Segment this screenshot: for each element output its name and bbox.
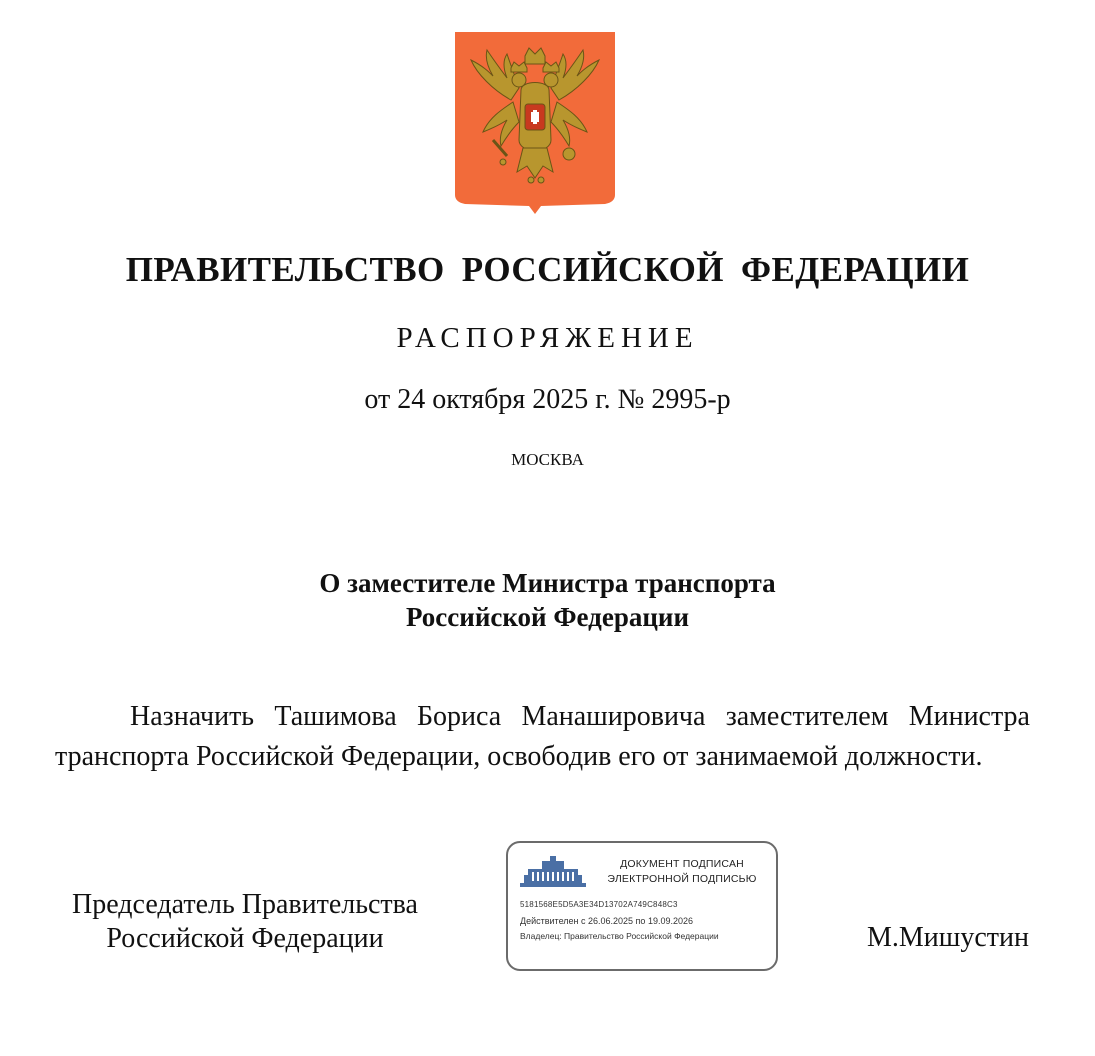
- government-building-icon: [520, 855, 586, 889]
- government-title: ПРАВИТЕЛЬСТВО РОССИЙСКОЙ ФЕДЕРАЦИИ: [125, 250, 970, 289]
- certificate-owner: Владелец: Правительство Российской Федерации: [520, 931, 719, 941]
- certificate-serial: 5181568E5D5A3E34D13702A749C848C3: [520, 900, 678, 909]
- certificate-validity: Действителен с 26.06.2025 по 19.09.2026: [520, 916, 693, 926]
- signer-title: [40, 888, 450, 956]
- document-subject: [0, 566, 1095, 634]
- city-name: МОСКВА: [511, 450, 584, 469]
- order-paragraph: Назначить Ташимова Бориса Манашировича заместителем Министра транспорта Российской Федерации, освободив его от занимаемой должности.: [55, 701, 1030, 772]
- signer-title-line-2: Российской Федерации: [106, 923, 384, 954]
- signer-title-line-1: Председатель Правительства: [72, 889, 418, 920]
- subject-line-1: О заместителе Министра транспорта: [319, 568, 776, 598]
- electronic-signature-stamp: [506, 841, 778, 971]
- document-date-number: от 24 октября 2025 г. № 2995-р: [364, 384, 731, 415]
- stamp-heading-line-2: ЭЛЕКТРОННОЙ ПОДПИСЬЮ: [607, 873, 757, 885]
- stamp-heading: [592, 857, 772, 887]
- russian-coat-of-arms-icon: [453, 30, 617, 214]
- signer-name: М.Мишустин: [867, 922, 1029, 953]
- stamp-heading-line-1: ДОКУМЕНТ ПОДПИСАН: [620, 858, 744, 870]
- subject-line-2: Российской Федерации: [405, 602, 690, 632]
- document-type: РАСПОРЯЖЕНИЕ: [396, 322, 699, 354]
